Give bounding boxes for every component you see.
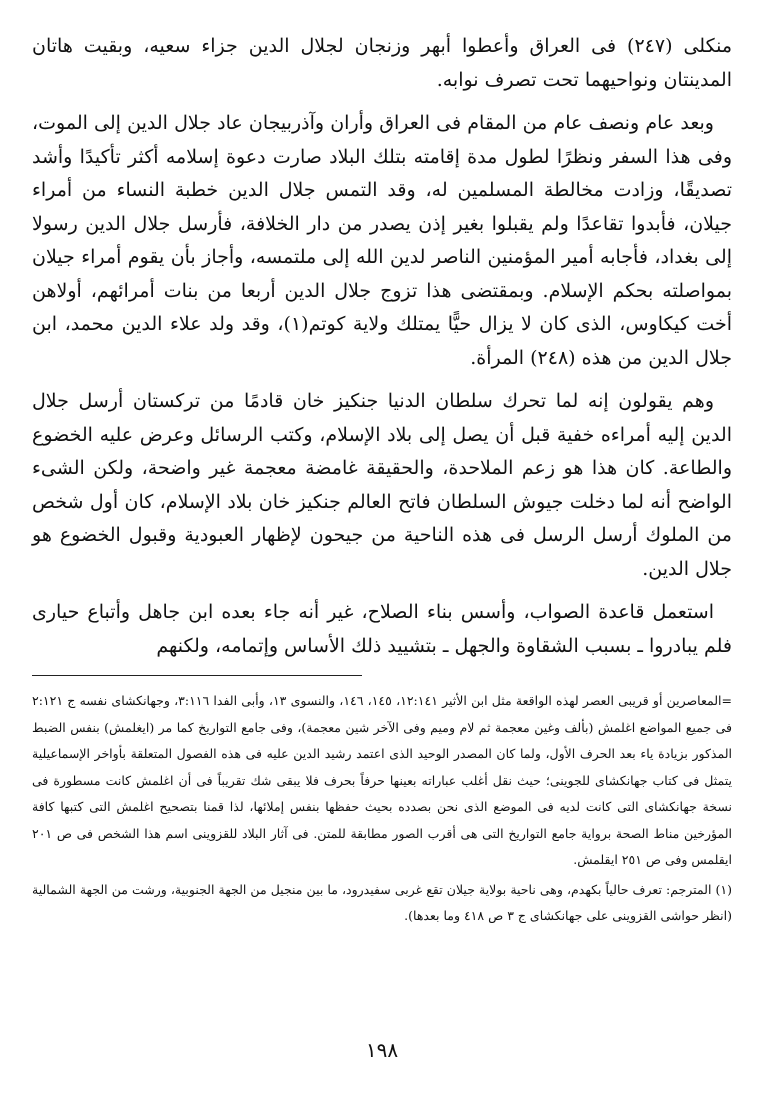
footnotes: [32, 688, 732, 930]
footnote-divider: [32, 675, 362, 676]
book-page: [32, 30, 732, 1080]
paragraph-4: استعمل قاعدة الصواب، وأسس بناء الصلاح، غير أنه جاء بعده ابن جاهل وأتباع حيارى فلم يبادروا ـ بسبب الشقاوة والجهل ـ بتشييد ذلك الأساس وإتمامه، ولكنهم: [32, 601, 732, 657]
footnote-continued: =المعاصرين أو قريبى العصر لهذه الواقعة مثل ابن الأثير ١٢:١٤١، ١٤٥، ١٤٦، والنسوى ١٣، وأبى الفدا ٣:١١٦، وجهانكشاى نفسه ج ٢:١٢١ فى جميع المواضع اغلمش (بألف وغين معجمة ثم لام وميم وفى الآخر شين معجمة)، وفى جامع التواريخ كما مر (ايغلمش) بنفس الضبط المذكور بزيادة ياء بعد الحرف الأول، ولما كان المصدر الوحيد الذى اعتمد رشيد الدين عليه فى هذه الفصول المتعلقة بأواخر الإسماعيلية يتمثل فى كتاب جهانكشاى للجوينى؛ حيث نقل أغلب عباراته بعينها حرفاً بحرف فلا يبقى شك تقريباً فى أن اغلمش كانت مسطورة فى نسخة جهانكشاى التى كانت لديه فى الموضع الذى نحن بصدده بحيث حفظها بنفس إملائها، لذا قمنا بتصحيح اغلمش التى كتبها كافة المؤرخين مناط الصحة برواية جامع التواريخ التى هى أقرب الصور مطابقة للمتن. فى آثار البلاد للقزوينى اسم هذا الشخص فى ص ٢٠١ ايقلمس وفى ص ٢٥١ ايقلمش.: [32, 693, 732, 867]
paragraph-3: وهم يقولون إنه لما تحرك سلطان الدنيا جنكيز خان قادمًا من تركستان أرسل جلال الدين إليه أمراءه خفية قبل أن يصل إلى بلاد الإسلام، وكتب الرسائل وعرض عليه الخضوع والطاعة. كان هذا هو زعم الملاحدة، والحقيقة غامضة معجمة غير واضحة، ولكن الشىء الواضح أنه لما دخلت جيوش السلطان فاتح العالم جنكيز خان بلاد الإسلام، كان أول شخص من الملوك أرسل الرسل فى هذه الناحية من جيحون لإظهار العبودية وقبول الخضوع هو جلال الدين.: [32, 390, 732, 580]
page-number: ١٩٨: [365, 1038, 399, 1062]
footnote-1: (١) المترجم: تعرف حالياً بكهدم، وهى ناحية بولاية جيلان تقع غربى سفيدرود، ما بين منجيل من الجهة الجنوبية، ورشت من الجهة الشمالية (انظر حواشى القزوينى على جهانكشاى ج ٣ ص ٤١٨ وما بعدها).: [32, 881, 732, 923]
main-text: [32, 30, 732, 663]
paragraph-2: وبعد عام ونصف عام من المقام فى العراق وأران وآذربيجان عاد جلال الدين إلى الموت، وفى هذا السفر ونظرًا لطول مدة إقامته بتلك البلاد صارت دعوة إسلامه أكثر تأكيدًا وأشد تصديقًا، وزادت مخالطة المسلمين له، وقد التمس جلال الدين خطبة النساء من أمراء جيلان، فأبدوا تقاعدًا ولم يقبلوا بغير إذن يصدر من دار الخلافة، فأرسل جلال الدين رسولا إلى بغداد، فأجابه أمير المؤمنين الناصر لدين الله إلى ملتمسه، وأجاز بأن يقوم أمراء جيلان بمواصلته بحكم الإسلام. وبمقتضى هذا تزوج جلال الدين أربعا من بنات أمرائهم، أولاهن أخت كيكاوس، الذى كان لا يزال حيًّا يمتلك ولاية كوتم(١)، وقد ولد علاء الدين محمد، ابن جلال الدين من هذه (٢٤٨) المرأة.: [32, 112, 732, 369]
paragraph-1: منكلى (٢٤٧) فى العراق وأعطوا أبهر وزنجان لجلال الدين جزاء سعيه، وبقيت هاتان المدينتان ونواحيهما تحت تصرف نوابه.: [32, 35, 732, 91]
